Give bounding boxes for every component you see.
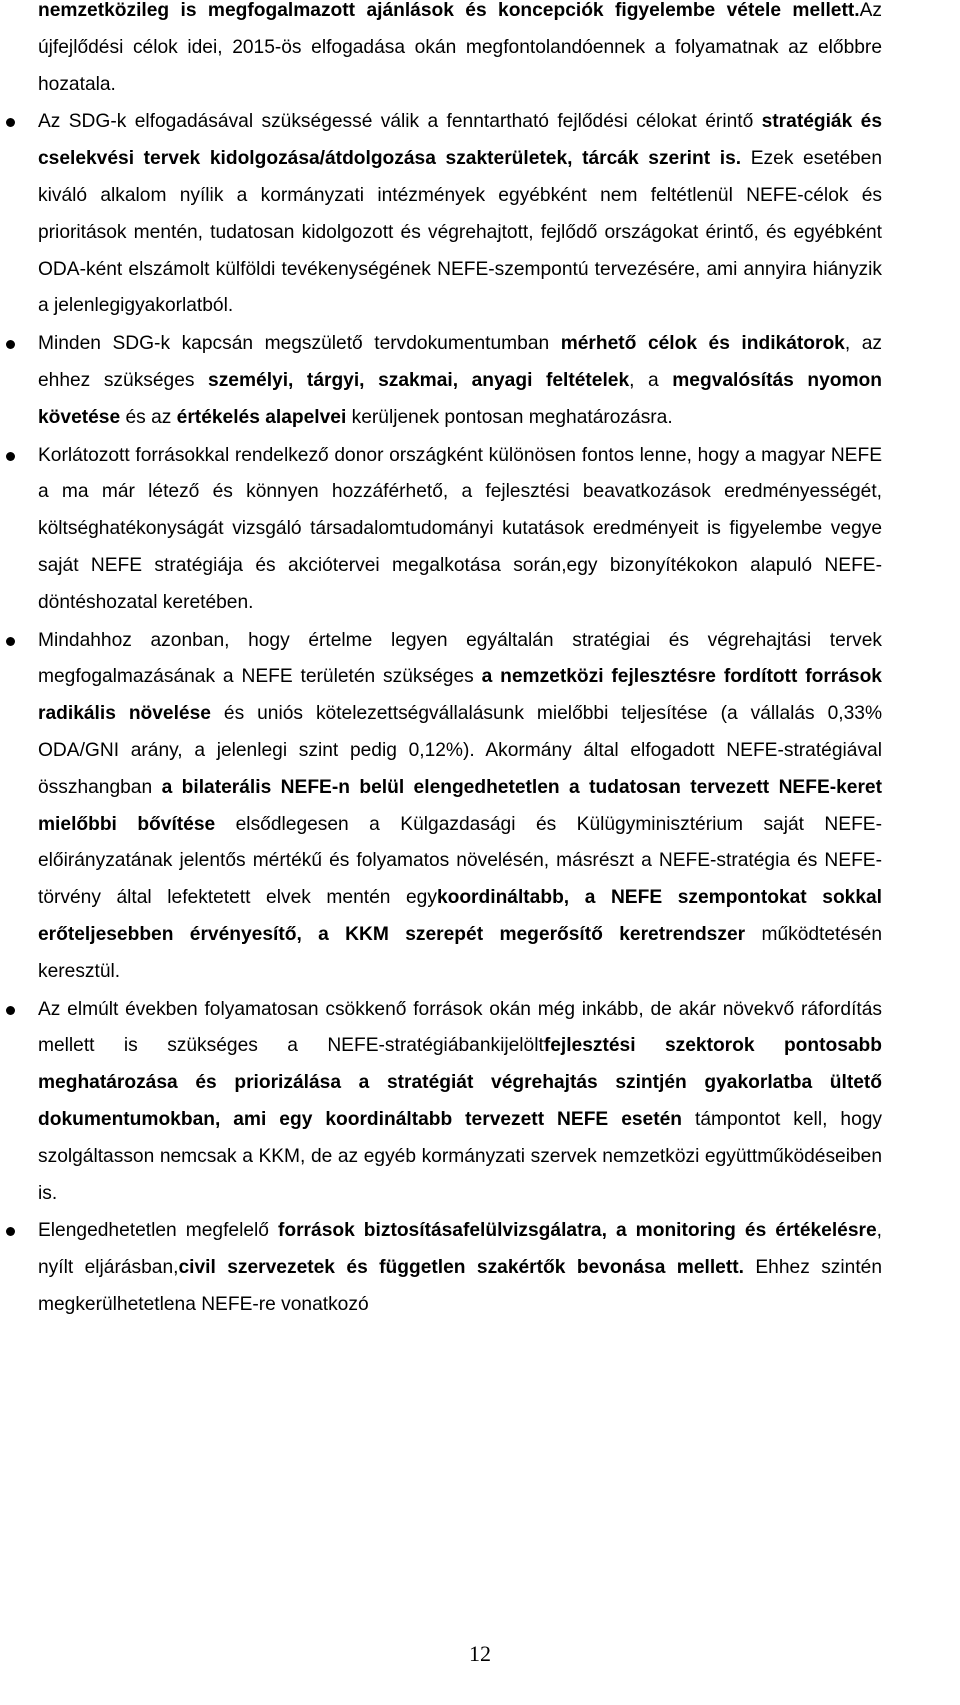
text-segment: Korlátozott forrásokkal rendelkező donor országként különösen fontos lenne, hogy a magyar NEFE a ma már létező és könnyen hozzáférhető, a fejlesztési beavatkozások eredményességét, költséghatékonyságát vizsgáló társadalomtudományi kutatások eredményeit is figyelembe vegye saját NEFE stratégiája és akciótervei megalkotása során,egy bizonyítékokon alapuló NEFE-döntéshozatal keretében.: [38, 444, 882, 613]
text-segment: és az: [120, 406, 177, 428]
text-segment: , nyílt eljárásban,: [38, 1220, 882, 1279]
text-segment: és uniós kötelezettségvállalásunk mielőbbi teljesítése (a vállalás 0,33% ODA/GNI arány, a jelenlegi szint pedig 0,12%). Akormány által elfogadott NEFE-stratégiával összhangban: [38, 703, 882, 798]
bold-text-segment: személyi, tárgyi, szakmai, anyagi feltételek: [208, 369, 630, 391]
bullet-item-sector-priorities: [38, 992, 882, 1213]
bullet-item-limited-resources: [38, 438, 882, 622]
bullet-dot-icon: [6, 1006, 15, 1015]
text-segment: Elengedhetetlen megfelelő: [38, 1220, 278, 1242]
text-segment: Az elmúlt években folyamatosan csökkenő források okán még inkább, de akár növekvő ráfordítás mellett is szükséges a NEFE-stratégiábankijelölt: [38, 998, 882, 1057]
text-segment: működtetésén keresztül.: [38, 923, 882, 982]
bullet-dot-icon: [6, 340, 15, 349]
text-segment: támpontot kell, hogy szolgáltasson nemcsak a KKM, de az egyéb kormányzati szervek nemzetközi együttműködéseiben is.: [38, 1108, 883, 1204]
intro-text: Az újfejlődési célok idei, 2015-ös elfogadása okán megfontolandóennek a folyamatnak az előbbre hozatala.: [38, 0, 882, 95]
text-segment: Ezek esetében kiváló alkalom nyílik a kormányzati intézmények egyébként nem feltétlenül NEFE-célok és prioritások mentén, tudatosan kidolgozott és végrehajtott, fejlődő országokat érintő, és egyébként ODA-ként elszámolt külföldi tevékenységének NEFE-szempontú tervezésére, ami annyira hiányzik a jelenlegigyakorlatból.: [38, 148, 883, 317]
bullet-dot-icon: [6, 118, 15, 127]
text-segment: , az ehhez szükséges: [38, 333, 882, 391]
bullet-dot-icon: [6, 1227, 15, 1236]
text-segment: kerüljenek pontosan meghatározásra.: [346, 406, 673, 428]
bold-text-segment: a bilaterális NEFE-n belül elengedhetetlen a tudatosan tervezett NEFE-keret mielőbbi bővítése: [38, 776, 882, 835]
text-segment: Az SDG-k elfogadásával szükségessé válik a fenntartható fejlődési célokat érintő: [38, 111, 762, 133]
bullet-dot-icon: [6, 637, 15, 646]
bold-text-segment: források biztosításafelülvizsgálatra, a monitoring és értékelésre: [277, 1220, 877, 1242]
text-segment: Ehhez szintén megkerülhetetlena NEFE-re vonatkozó: [38, 1257, 883, 1315]
bold-text-segment: mérhető célok és indikátorok: [560, 333, 845, 355]
text-segment: Mindahhoz azonban, hogy értelme legyen egyáltalán stratégiai és végrehajtási tervek megfogalmazásának a NEFE területén szükséges: [38, 629, 882, 688]
bold-text-segment: stratégiák és cselekvési tervek kidolgozása/átdolgozása szakterületek, tárcák szerint is.: [38, 111, 882, 170]
bold-text-segment: a nemzetközi fejlesztésre fordított források radikális növelése: [38, 666, 882, 725]
text-segment: , a: [629, 369, 673, 391]
bullet-item-strategies: [38, 104, 882, 325]
document-page: [38, 0, 882, 1324]
bullet-list: [38, 104, 882, 1323]
bullet-item-measurable-goals: [38, 326, 882, 436]
bullet-item-funding-increase: [38, 623, 882, 991]
intro-paragraph: [38, 0, 882, 103]
bullet-dot-icon: [6, 452, 15, 461]
page-number: 12: [469, 1641, 491, 1666]
bold-text-segment: koordináltabb, a NEFE szempontokat sokkal erőteljesebben érvényesítő, a KKM szerepét megerősítő keretrendszer: [38, 887, 883, 945]
intro-bold-text: nemzetközileg is megfogalmazott ajánlások és koncepciók figyelembe vétele mellett.: [38, 0, 860, 21]
bold-text-segment: civil szervezetek és független szakértők bevonása mellett.: [178, 1257, 744, 1279]
bold-text-segment: megvalósítás nyomon követése: [38, 369, 882, 428]
text-segment: elsődlegesen a Külgazdasági és Külügyminisztérium saját NEFE-előirányzatának jelentős mértékű és folyamatos növelésén, másrészt a NEFE-stratégia és NEFE-törvény által lefektetett elvek mentén egy: [38, 813, 882, 909]
bold-text-segment: értékelés alapelvei: [176, 406, 347, 428]
text-segment: Minden SDG-k kapcsán megszülető tervdokumentumban: [38, 333, 561, 355]
bullet-item-monitoring: [38, 1213, 882, 1323]
bold-text-segment: fejlesztési szektorok pontosabb meghatározása és priorizálása a stratégiát végrehajtás szintjén gyakorlatba ültető dokumentumokban, ami egy koordináltabb tervezett NEFE esetén: [38, 1035, 882, 1130]
